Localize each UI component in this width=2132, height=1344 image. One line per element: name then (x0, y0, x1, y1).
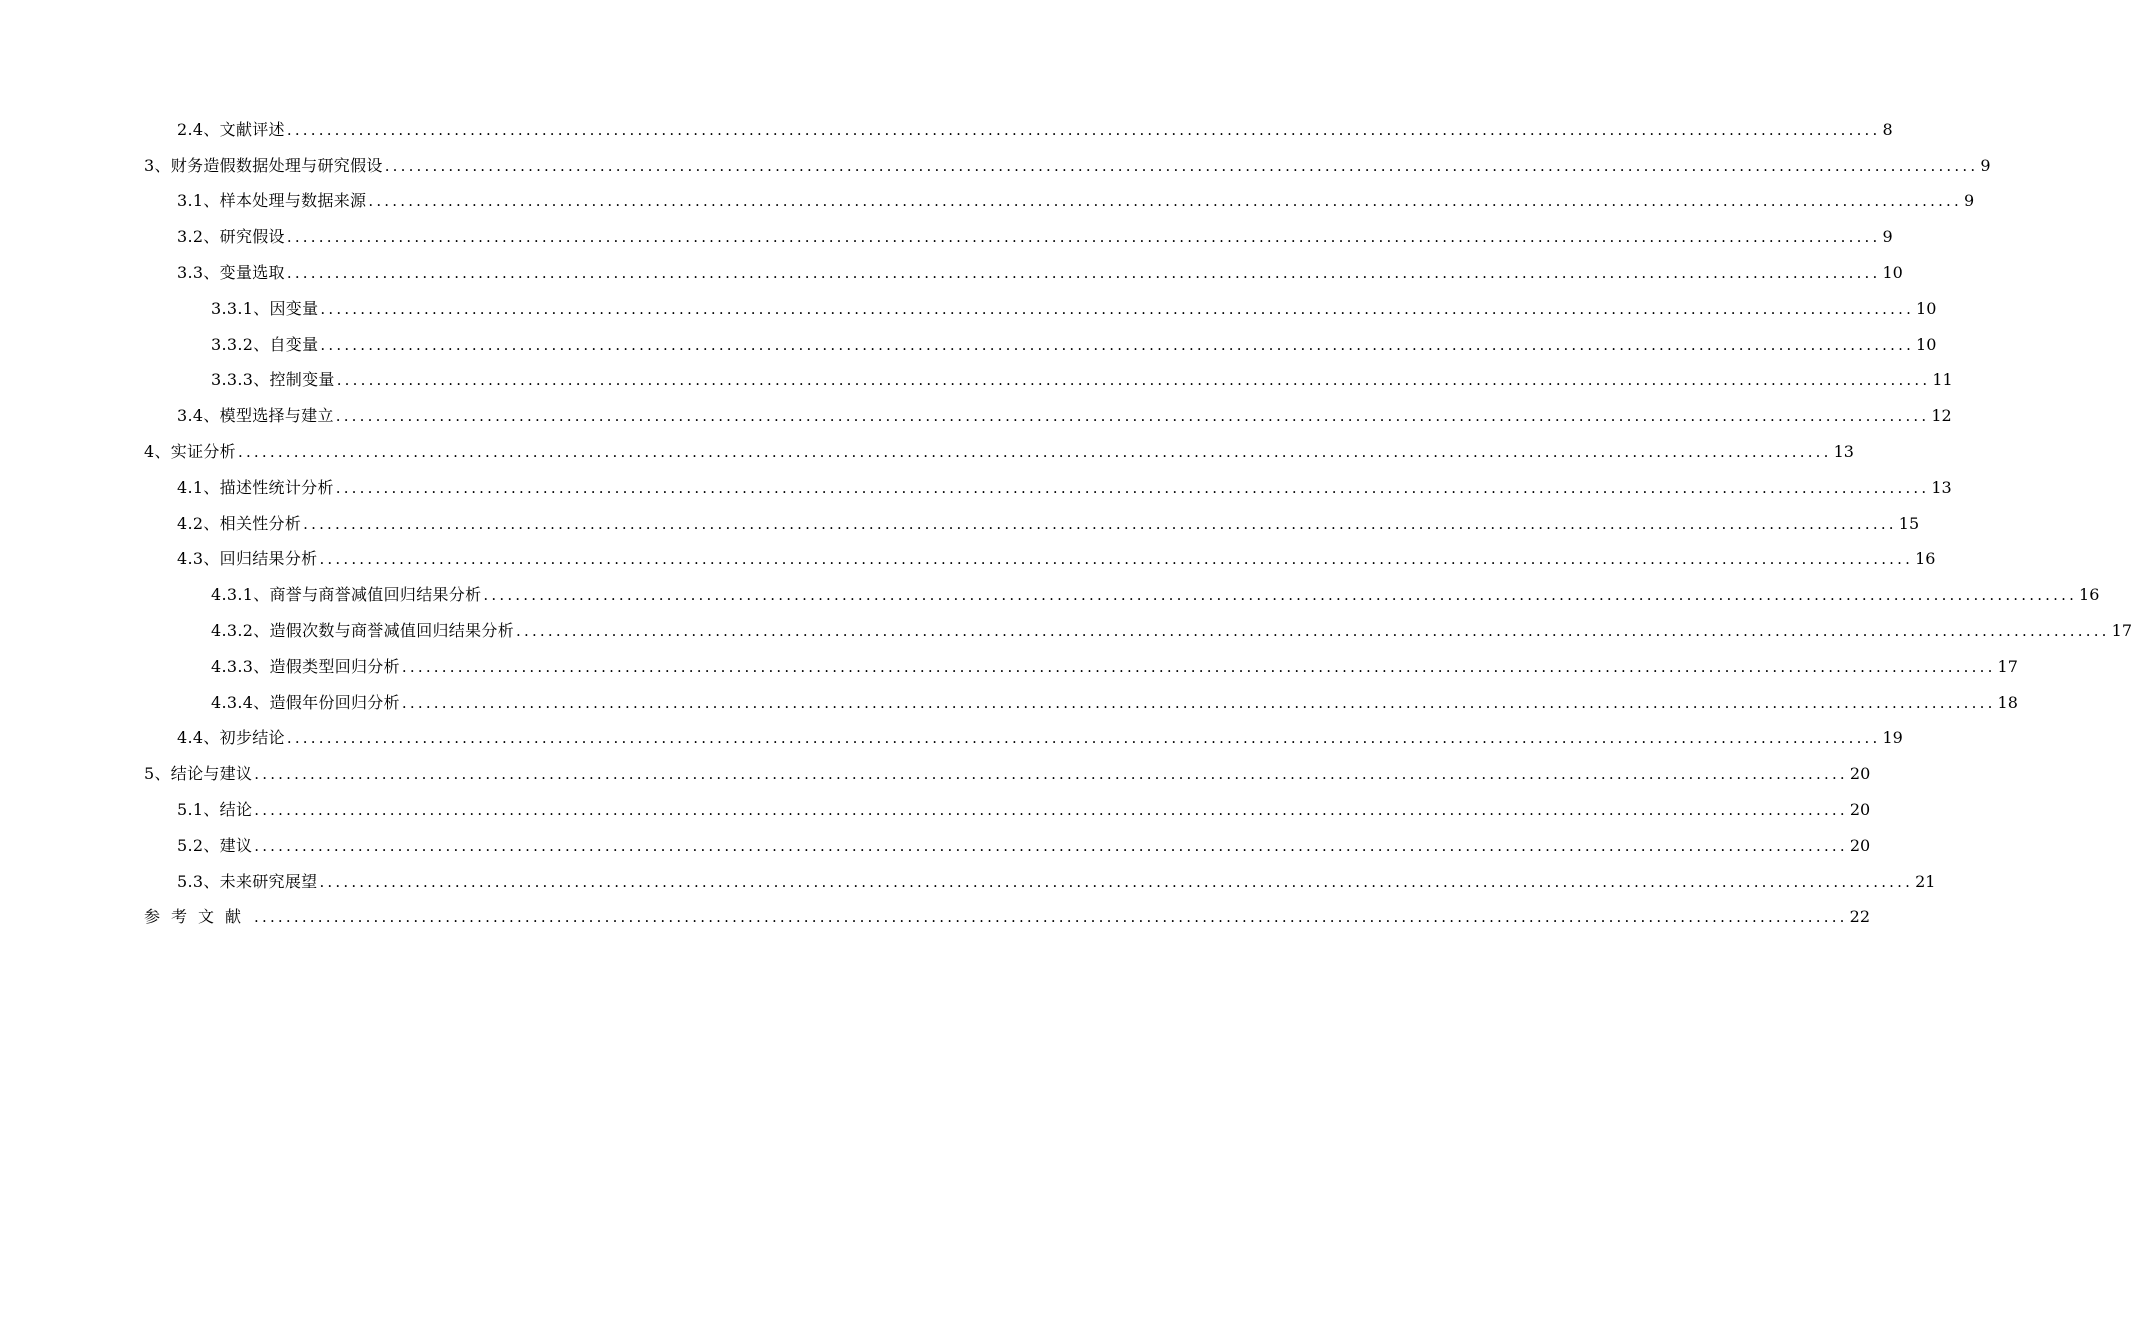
toc-entry-title: 参考文献 (144, 907, 253, 927)
toc-leader-dots: ........................................................................................................................................................................................................ (286, 264, 1881, 283)
toc-entry-page-number: 13 (1833, 442, 1854, 462)
toc-entry[interactable] (0, 255, 1903, 291)
toc-leader-dots: ........................................................................................................................................................................................................ (254, 801, 1848, 820)
toc-entry-title: 3、财务造假数据处理与研究假设 (144, 155, 383, 175)
toc-entry-page-number: 21 (1915, 871, 1936, 891)
toc-entry-title: 3.4、模型选择与建立 (177, 406, 334, 426)
toc-entry-page-number: 22 (1849, 907, 1870, 927)
toc-leader-dots: ........................................................................................................................................................................................................ (303, 514, 1897, 533)
toc-entry[interactable] (0, 327, 1937, 363)
toc-leader-dots: ........................................................................................................................................................................................................ (237, 443, 1832, 462)
toc-entry-title: 2.4、文献评述 (177, 119, 285, 139)
toc-entry[interactable] (0, 864, 1936, 900)
table-of-contents (0, 112, 2132, 935)
toc-entry[interactable] (0, 470, 1952, 506)
toc-entry[interactable] (0, 613, 2132, 649)
toc-entry[interactable] (0, 542, 1936, 578)
toc-entry-title: 4.3.3、造假类型回归分析 (211, 656, 400, 676)
toc-leader-dots: ........................................................................................................................................................................................................ (384, 156, 1979, 175)
toc-entry-title: 4.3.2、造假次数与商誉减值回归结果分析 (211, 621, 515, 641)
toc-entry-page-number: 8 (1882, 119, 1893, 139)
toc-entry-page-number: 13 (1931, 477, 1952, 497)
toc-entry-title: 4.2、相关性分析 (177, 513, 302, 533)
toc-entry-page-number: 17 (2111, 621, 2132, 641)
toc-entry[interactable] (0, 792, 1871, 828)
toc-leader-dots: ........................................................................................................................................................................................................ (286, 729, 1881, 748)
toc-leader-dots: ........................................................................................................................................................................................................ (368, 192, 1962, 211)
toc-entry-title: 3.3.2、自变量 (211, 334, 319, 354)
toc-leader-dots: ........................................................................................................................................................................................................ (254, 765, 1848, 784)
toc-leader-dots: ........................................................................................................................................................................................................ (320, 299, 1915, 318)
toc-leader-dots: ........................................................................................................................................................................................................ (320, 335, 1915, 354)
toc-entry-page-number: 16 (2079, 585, 2100, 605)
toc-entry[interactable] (0, 148, 1991, 184)
toc-entry-title: 5.2、建议 (177, 835, 253, 855)
toc-entry-page-number: 11 (1932, 370, 1953, 390)
toc-entry-title: 3.3、变量选取 (177, 263, 285, 283)
toc-leader-dots: ........................................................................................................................................................................................................ (401, 693, 1996, 712)
toc-entry[interactable] (0, 900, 1870, 936)
toc-entry[interactable] (0, 685, 2018, 721)
toc-entry-title: 3.1、样本处理与数据来源 (177, 191, 367, 211)
toc-entry-page-number: 18 (1997, 692, 2018, 712)
toc-entry-title: 3.3.1、因变量 (211, 298, 319, 318)
toc-leader-dots: ........................................................................................................................................................................................................ (401, 657, 1996, 676)
toc-entry-title: 5.3、未来研究展望 (177, 871, 318, 891)
toc-entry[interactable] (0, 184, 1975, 220)
toc-entry-title: 4、实证分析 (144, 442, 236, 462)
toc-entry-page-number: 20 (1849, 764, 1871, 784)
toc-leader-dots: ........................................................................................................................................................................................................ (286, 228, 1881, 247)
toc-entry-title: 3.3.3、控制变量 (211, 370, 335, 390)
toc-entry[interactable] (0, 291, 1937, 327)
toc-entry-page-number: 10 (1882, 263, 1903, 283)
toc-entry-page-number: 9 (1882, 227, 1893, 247)
toc-entry-page-number: 9 (1980, 155, 1991, 175)
toc-entry[interactable] (0, 721, 1903, 757)
toc-entry-title: 4.3、回归结果分析 (177, 549, 318, 569)
toc-entry[interactable] (0, 756, 1871, 792)
toc-entry-title: 5、结论与建议 (144, 764, 253, 784)
toc-entry-title: 5.1、结论 (177, 800, 253, 820)
toc-entry-page-number: 15 (1898, 513, 1920, 533)
toc-entry-page-number: 17 (1997, 656, 2018, 676)
toc-entry-page-number: 19 (1882, 728, 1903, 748)
toc-entry-title: 4.3.4、造假年份回归分析 (211, 692, 400, 712)
toc-leader-dots: ........................................................................................................................................................................................................ (319, 550, 1914, 569)
toc-entry-page-number: 20 (1849, 800, 1871, 820)
toc-entry-page-number: 16 (1915, 549, 1936, 569)
toc-leader-dots: ........................................................................................................................................................................................................ (483, 586, 2078, 605)
toc-entry[interactable] (0, 506, 1920, 542)
toc-entry[interactable] (0, 398, 1952, 434)
toc-entry[interactable] (0, 828, 1871, 864)
toc-entry[interactable] (0, 363, 1953, 399)
toc-leader-dots: ........................................................................................................................................................................................................ (254, 836, 1848, 855)
toc-entry-page-number: 12 (1931, 406, 1952, 426)
toc-entry-title: 4.1、描述性统计分析 (177, 477, 334, 497)
toc-leader-dots: ........................................................................................................................................................................................................ (286, 120, 1881, 139)
toc-entry-page-number: 10 (1916, 298, 1937, 318)
toc-leader-dots: ........................................................................................................................................................................................................ (254, 908, 1848, 927)
toc-leader-dots: ........................................................................................................................................................................................................ (336, 371, 1931, 390)
toc-entry[interactable] (0, 649, 2018, 685)
toc-entry[interactable] (0, 434, 1854, 470)
toc-entry-title: 4.4、初步结论 (177, 728, 285, 748)
toc-entry-page-number: 9 (1963, 191, 1975, 211)
toc-leader-dots: ........................................................................................................................................................................................................ (319, 872, 1914, 891)
toc-entry-page-number: 20 (1849, 835, 1871, 855)
toc-leader-dots: ........................................................................................................................................................................................................ (335, 478, 1930, 497)
toc-entry[interactable] (0, 219, 1893, 255)
toc-leader-dots: ........................................................................................................................................................................................................ (516, 622, 2110, 641)
toc-entry[interactable] (0, 112, 1893, 148)
toc-entry[interactable] (0, 577, 2100, 613)
toc-entry-title: 4.3.1、商誉与商誉减值回归结果分析 (211, 585, 482, 605)
toc-entry-page-number: 10 (1916, 334, 1937, 354)
toc-entry-title: 3.2、研究假设 (177, 227, 285, 247)
toc-leader-dots: ........................................................................................................................................................................................................ (335, 407, 1930, 426)
